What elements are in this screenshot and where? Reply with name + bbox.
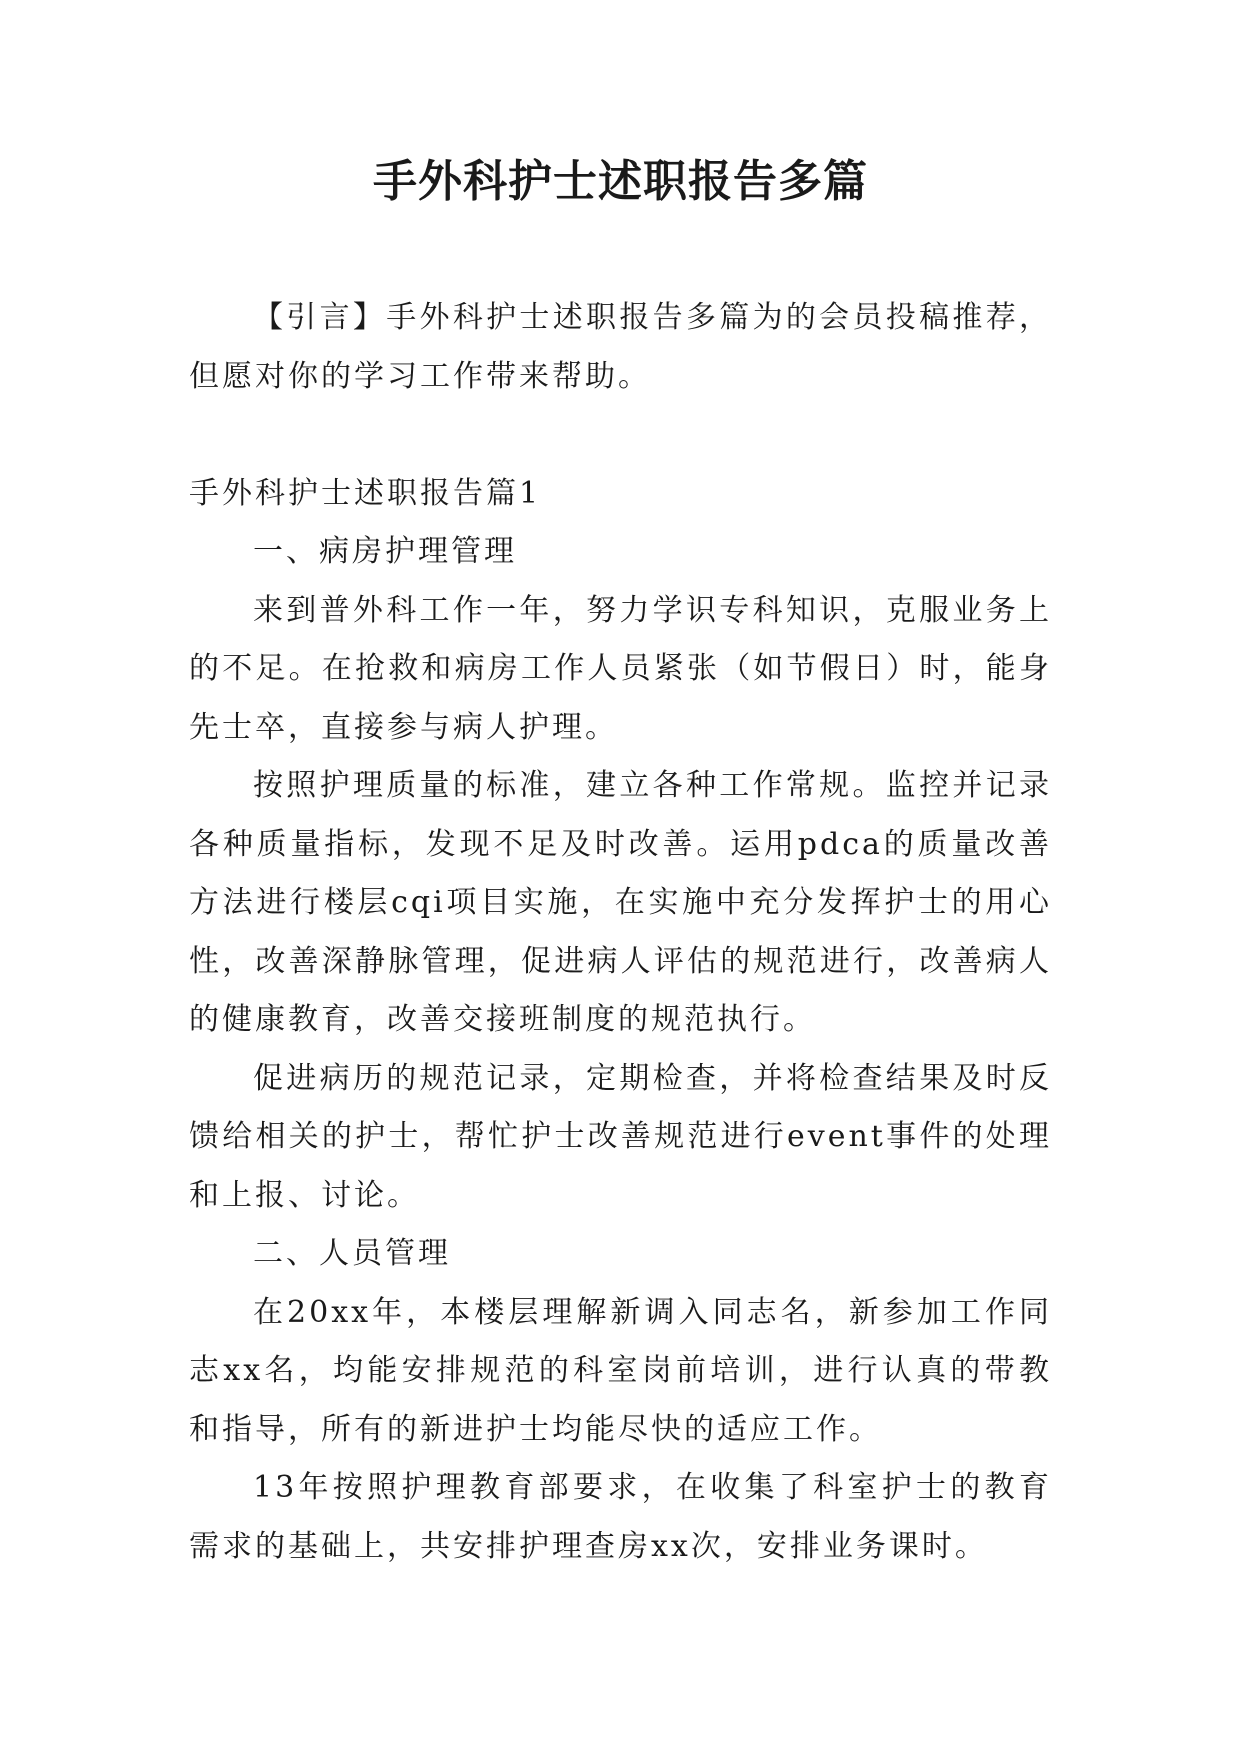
- document-title: 手外科护士述职报告多篇: [373, 156, 868, 207]
- body-paragraph: 13年按照护理教育部要求，在收集了科室护士的教育需求的基础上，共安排护理查房xx次，安排业务课时。: [189, 1470, 1052, 1564]
- body-paragraph: 促进病历的规范记录，定期检查，并将检查结果及时反馈给相关的护士，帮忙护士改善规范进行event事件的处理和上报、讨论。: [189, 1060, 1052, 1213]
- body-paragraph: 来到普外科工作一年，努力学识专科知识，克服业务上的不足。在抢救和病房工作人员紧张（如节假日）时，能身先士卒，直接参与病人护理。: [189, 592, 1052, 745]
- section-heading-ward-management: 一、病房护理管理: [253, 534, 517, 569]
- article-heading: 手外科护士述职报告篇1: [189, 476, 542, 511]
- article-body: [189, 523, 1052, 1576]
- body-paragraph: 按照护理质量的标准，建立各种工作常规。监控并记录各种质量指标，发现不足及时改善。运用pdca的质量改善方法进行楼层cqi项目实施，在实施中充分发挥护士的用心性，改善深静脉管理，促进病人评估的规范进行，改善病人的健康教育，改善交接班制度的规范执行。: [189, 768, 1052, 1037]
- body-paragraph: 在20xx年，本楼层理解新调入同志名，新参加工作同志xx名，均能安排规范的科室岗前培训，进行认真的带教和指导，所有的新进护士均能尽快的适应工作。: [189, 1294, 1052, 1447]
- section-heading-personnel-management: 二、人员管理: [253, 1236, 451, 1271]
- intro-paragraph: 【引言】手外科护士述职报告多篇为的会员投稿推荐，但愿对你的学习工作带来帮助。: [189, 300, 1052, 394]
